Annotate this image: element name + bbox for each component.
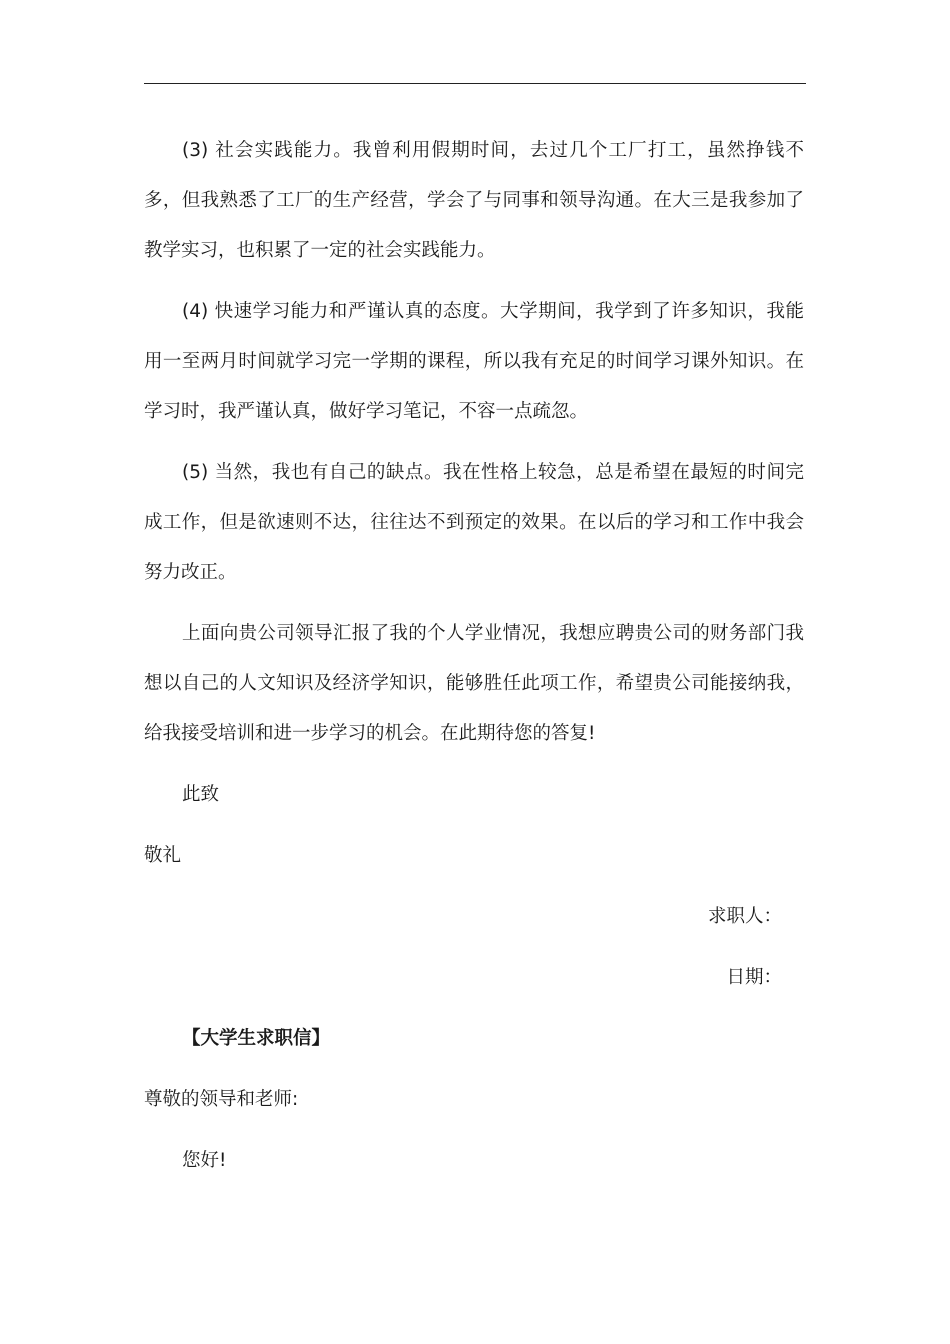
paragraph-practice-ability: (3) 社会实践能力。我曾利用假期时间，去过几个工厂打工，虽然挣钱不多，但我熟悉了工厂的生产经营，学会了与同事和领导沟通。在大三是我参加了教学实习，也积累了一定的社会实践能力。 [144,140,804,261]
letter-body [144,126,804,1197]
hello-line: 您好! [182,1150,227,1171]
greeting: 尊敬的领导和老师: [144,1089,299,1110]
closing-phrase: 此致 [182,784,220,805]
applicant-label: 求职人： [707,906,782,927]
date-label: 日期： [726,967,782,988]
salute: 敬礼 [144,845,182,866]
paragraph-shortcomings: (5) 当然，我也有自己的缺点。我在性格上较急，总是希望在最短的时间完成工作，但是欲速则不达，往往达不到预定的效果。在以后的学习和工作中我会努力改正。 [144,462,804,583]
paragraph-learning-ability: (4) 快速学习能力和严谨认真的态度。大学期间，我学到了许多知识，我能用一至两月时间就学习完一学期的课程，所以我有充足的时间学习课外知识。在学习时，我严谨认真，做好学习笔记，不容一点疏忽。 [144,301,804,422]
header-rule [144,83,806,84]
paragraph-application: 上面向贵公司领导汇报了我的个人学业情况，我想应聘贵公司的财务部门我想以自己的人文知识及经济学知识，能够胜任此项工作，希望贵公司能接纳我，给我接受培训和进一步学习的机会。在此期待您的答复! [144,623,804,744]
section-title: 【大学生求职信】 [182,1028,331,1049]
